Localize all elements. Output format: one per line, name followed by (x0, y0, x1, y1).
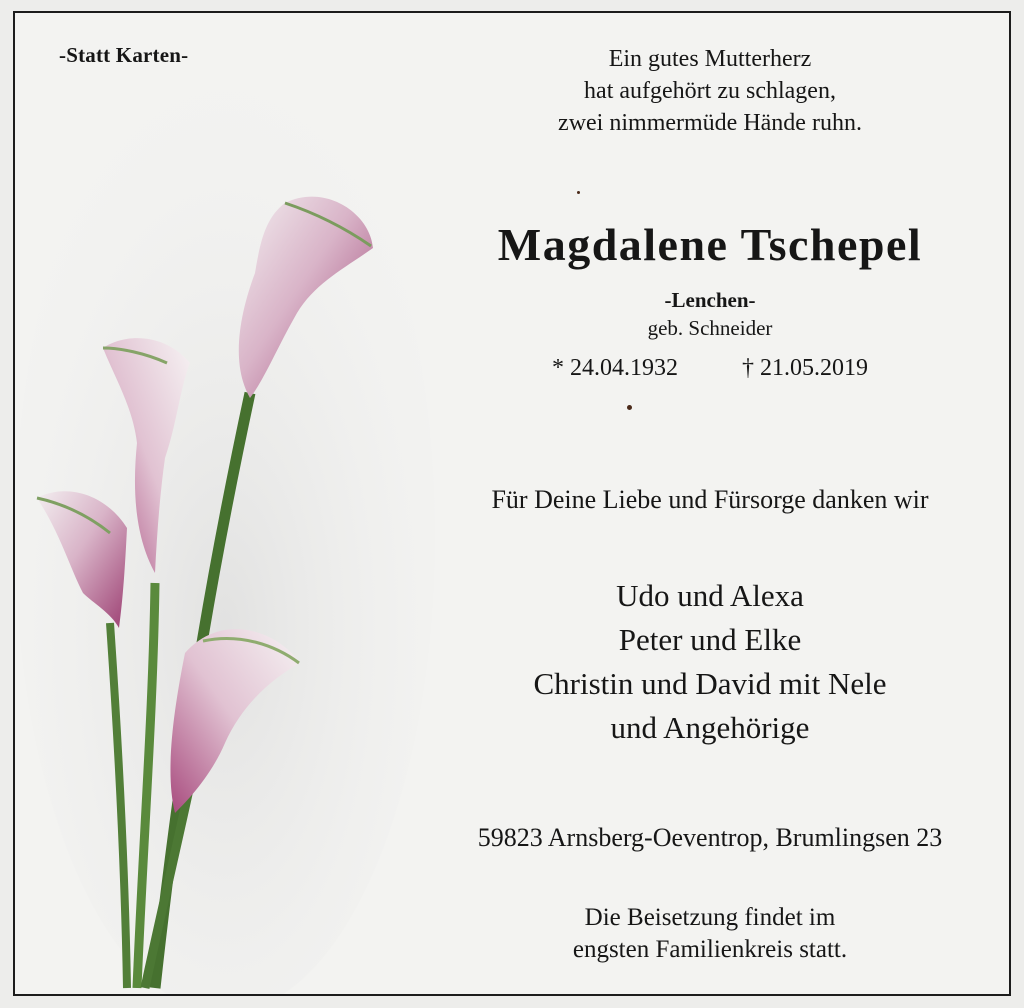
life-dates (425, 355, 995, 382)
family-member: Udo und Alexa (616, 578, 804, 613)
ink-speck (627, 405, 632, 410)
verse-line: hat aufgehört zu schlagen, (584, 78, 836, 104)
obituary-notice (13, 11, 1011, 996)
funeral-line: Die Beisetzung findet im (584, 904, 836, 931)
family-member: Christin und David mit Nele (533, 666, 887, 701)
funeral-note (425, 902, 995, 966)
deceased-nickname: -Lenchen- (664, 288, 756, 312)
verse-line: Ein gutes Mutterherz (608, 46, 812, 72)
verse-line: zwei nimmermüde Hände ruhn. (558, 110, 862, 136)
address: 59823 Arnsberg-Oeventrop, Brumlingsen 23 (477, 823, 943, 852)
family-list (425, 574, 995, 750)
maiden-name: geb. Schneider (647, 316, 773, 340)
statt-karten-label: -Statt Karten- (59, 43, 189, 67)
birth-date: * 24.04.1932 (552, 355, 678, 381)
calla-lily-image (15, 13, 435, 994)
family-member: Peter und Elke (618, 622, 802, 657)
verse (425, 43, 995, 139)
thanks-line: Für Deine Liebe und Fürsorge danken wir (491, 485, 929, 514)
ink-speck (577, 191, 580, 194)
deceased-name: Magdalene Tschepel (497, 219, 923, 270)
death-date: † 21.05.2019 (742, 355, 868, 381)
funeral-line: engsten Familienkreis statt. (572, 936, 848, 963)
family-member: und Angehörige (610, 710, 810, 745)
